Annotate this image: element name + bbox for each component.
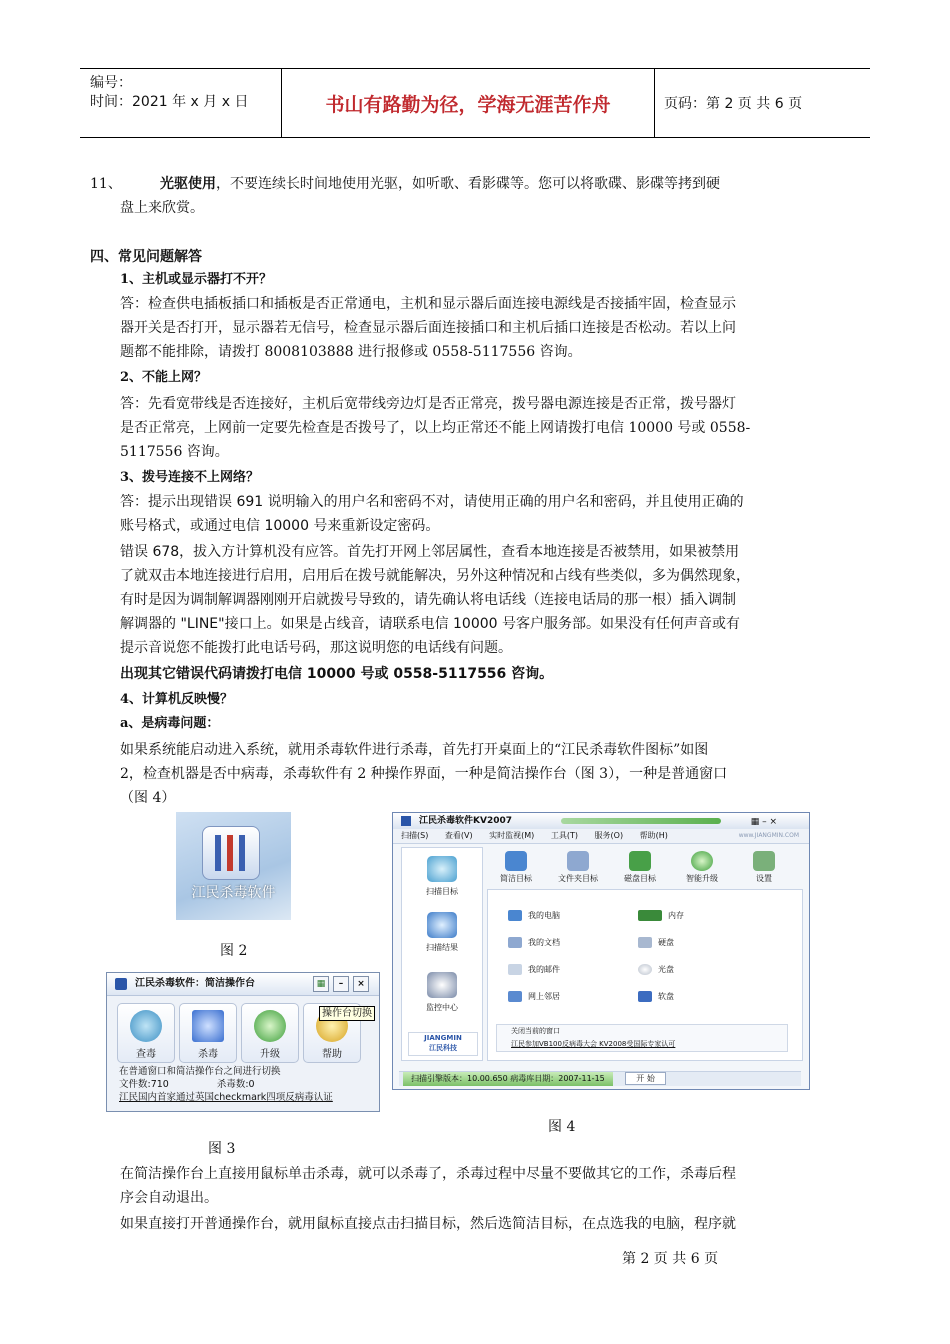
e678-line-2: 了就双击本地连接进行启用，启用后在拨号就能解决，另外这种情况和占线有些类似，多为偶然现象，: [120, 568, 750, 584]
a1-line-2: 器开关是否打开，显示器若无信号，检查显示器后面连接插口和主机后插口连接是否松动。若以上问: [120, 320, 736, 336]
menu-monitor[interactable]: 实时监视(M): [489, 831, 535, 840]
q4a-heading: a、是病毒问题：: [120, 716, 220, 731]
jiangmin-antivirus-icon[interactable]: [202, 826, 260, 880]
tab-label: 磁盘目标: [624, 874, 656, 883]
notice-box: [496, 1024, 788, 1052]
brand-name: JIANGMIN: [424, 1034, 462, 1042]
memory-icon: [638, 910, 662, 921]
folder-icon: [567, 851, 589, 871]
figure-3-caption: 图 3: [208, 1141, 236, 1157]
figure-2-desktop-icon: [176, 812, 291, 920]
item-label: 我的邮件: [528, 965, 560, 974]
app-logo-icon: [115, 978, 127, 990]
q3-heading: 3、拨号连接不上网络？: [120, 470, 260, 485]
window-titlebar: [393, 813, 809, 829]
figure-3-simple-console: [106, 972, 380, 1112]
contact-line: 出现其它错误代码请拨打电信 10000 号或 0558-5117556 咨询。: [120, 666, 554, 682]
tab-settings[interactable]: [735, 847, 793, 887]
item-my-mail[interactable]: [508, 964, 560, 975]
item-my-computer[interactable]: [508, 910, 560, 921]
website-link: www.JIANGMIN.COM: [738, 832, 799, 839]
update-button[interactable]: [241, 1003, 299, 1063]
page-footer: 第 2 页 共 6 页: [622, 1251, 719, 1267]
a4-line-1: 如果系统能启动进入系统，就用杀毒软件进行杀毒，首先打开桌面上的“江民杀毒软件图标”如图: [120, 742, 709, 758]
scan-label: 查毒: [136, 1049, 156, 1060]
tab-smart-update[interactable]: [673, 847, 731, 887]
scan-button[interactable]: [117, 1003, 175, 1063]
window-title: 江民杀毒软件KV2007: [419, 816, 512, 826]
section-title: 四、常见问题解答: [90, 249, 202, 265]
target-pane: [487, 889, 803, 1061]
item-label: 光盘: [658, 965, 674, 974]
item-my-documents[interactable]: [508, 937, 560, 948]
menu-service[interactable]: 服务(O): [594, 831, 624, 840]
nav-label: 扫描目标: [426, 887, 458, 896]
console-titlebar: [107, 973, 379, 996]
disk-icon: [629, 851, 651, 871]
icon-bar: [215, 835, 221, 871]
e678-line-3: 有时是因为调制解调器刚刚开启就拨号导致的，请先确认将电话线（连接电话局的那一根）插入调制: [120, 592, 736, 608]
nav-scan-target[interactable]: [402, 856, 482, 897]
menu-view[interactable]: 查看(V): [444, 831, 473, 840]
floppy-icon: [638, 991, 652, 1002]
header-page: 页码：第 2 页 共 6 页: [664, 96, 803, 112]
menu-tools[interactable]: 工具(T): [550, 831, 578, 840]
item-label: 网上邻居: [528, 992, 560, 1001]
settings-icon: [753, 851, 775, 871]
q2-heading: 2、不能上网？: [120, 370, 208, 385]
item11-line1: [160, 172, 720, 196]
a3-line-1: [120, 490, 744, 514]
info-line-2: [119, 1078, 333, 1091]
nav-scan-results[interactable]: [402, 912, 482, 953]
kill-label: 杀毒: [198, 1049, 218, 1060]
a3-rest: 错误 691 说明输入的用户名和密码不对，请使用正确的用户名和密码，并且使用正确的: [204, 494, 744, 510]
notice-line-2[interactable]: 江民参加VB100反病毒大会 KV2008受国际专家认可: [511, 1040, 676, 1048]
a2-line-1: 答：先看宽带线是否连接好，主机后宽带线旁边灯是否正常亮，拨号器电源连接是否正常，拨号器灯: [120, 396, 736, 412]
time-label: 时间：2021 年 x 月 x 日: [90, 94, 249, 110]
title-progress: [561, 818, 721, 824]
help-label: 帮助: [322, 1049, 342, 1060]
item-memory[interactable]: [638, 910, 684, 921]
monitor-icon: [427, 972, 457, 998]
figure-4-caption: 图 4: [548, 1119, 576, 1135]
a4-line-2: 2，检查机器是否中病毒，杀毒软件有 2 种操作界面，一种是简洁操作台（图 3），一种是普通窗口: [120, 766, 728, 782]
globe-icon: [254, 1010, 286, 1042]
magnifier-icon: [130, 1010, 162, 1042]
item-label: 我的文档: [528, 938, 560, 947]
kill-button[interactable]: [179, 1003, 237, 1063]
q4-heading: 4、计算机反映慢？: [120, 692, 234, 707]
console-title: 江民杀毒软件：简洁操作台: [135, 978, 255, 989]
switch-console-icon[interactable]: ▦: [313, 976, 329, 992]
window-controls[interactable]: ▦ – ×: [750, 817, 777, 827]
menu-bar: [393, 829, 809, 844]
page-header: [80, 68, 870, 138]
brand-name-cn: 江民科技: [429, 1044, 457, 1052]
item11-bold: 光驱使用: [160, 176, 216, 192]
hard-disk-icon: [638, 937, 652, 948]
status-bar: [399, 1071, 801, 1086]
tab-label: 文件夹目标: [558, 874, 598, 883]
a3-prefix: 答：提示出现: [120, 494, 204, 510]
tab-label: 智能升级: [686, 874, 718, 883]
item-label: 我的电脑: [528, 911, 560, 920]
q1-heading: 1、主机或显示器打不开？: [120, 272, 273, 287]
globe-icon: [691, 851, 713, 871]
tab-folder-target[interactable]: [549, 847, 607, 887]
console-info: [119, 1065, 333, 1104]
icon-bar: [239, 835, 245, 871]
magnifier-icon: [427, 856, 457, 882]
tab-disk-target[interactable]: [611, 847, 669, 887]
item11-line2: 盘上来欣赏。: [120, 200, 204, 216]
after-line-2: 序会自动退出。: [120, 1190, 218, 1206]
item-label: 硬盘: [658, 938, 674, 947]
nav-label: 扫描结果: [426, 943, 458, 952]
item11-num: 11、: [90, 176, 122, 192]
files-count: 文件数:710: [119, 1079, 169, 1090]
nav-monitor-center[interactable]: [402, 972, 482, 1013]
item11-text: ，不要连续长时间地使用光驱，如听歌、看影碟等。您可以将歌碟、影碟等拷到硬: [216, 176, 720, 192]
e678-line-4: 解调器的 "LINE"接口上。如果是占线音，请联系电信 10000 号客户服务部。如果没有任何声音或有: [120, 616, 741, 632]
mail-icon: [508, 964, 522, 975]
a2-line-2: 是否正常亮，上网前一定要先检查是否拨号了，以上均正常还不能上网请拨打电信 10000 号或 0558-: [120, 420, 751, 436]
item-hard-disk[interactable]: [638, 937, 674, 948]
close-button[interactable]: ×: [353, 976, 369, 992]
menu-help[interactable]: 帮助(H): [639, 831, 668, 840]
item-label: 内存: [668, 911, 684, 920]
start-button[interactable]: 开 始: [625, 1072, 666, 1085]
a4-line-3: （图 4）: [120, 790, 176, 806]
info-line-3: 江民国内首家通过英国checkmark四项反病毒认证: [119, 1092, 333, 1103]
nav-label: 监控中心: [426, 1003, 458, 1012]
tooltip: 操作台切换: [319, 1006, 375, 1021]
a1-line-3: 题都不能排除，请拨打 8008103888 进行报修或 0558-5117556 咨询。: [120, 344, 582, 360]
engine-info: 扫描引擎版本：10.00.650 病毒库日期：2007-11-15: [403, 1072, 613, 1086]
documents-icon: [508, 937, 522, 948]
a2-line-3: 5117556 咨询。: [120, 444, 229, 460]
figure-2-caption: 图 2: [220, 943, 248, 959]
cd-icon: [638, 964, 652, 975]
info-line-1: 在普通窗口和简洁操作台之间进行切换: [119, 1066, 281, 1077]
kill-count: 杀毒数:0: [216, 1079, 255, 1090]
icon-label: 江民杀毒软件: [191, 885, 276, 901]
header-meta: [80, 69, 282, 137]
left-nav: [401, 847, 483, 1061]
after-line-3: 如果直接打开普通操作台，就用鼠标直接点击扫描目标，然后选简洁目标，在点选我的电脑，程序就: [120, 1216, 736, 1232]
computer-icon: [505, 851, 527, 871]
item-floppy[interactable]: [638, 991, 674, 1002]
brand-logo: [408, 1032, 478, 1056]
computer-icon: [508, 910, 522, 921]
e678-line-5: 提示音说您不能拨打此电话号码，那这说明您的电话线有问题。: [120, 640, 512, 656]
minimize-button[interactable]: –: [333, 976, 349, 992]
icon-bar: [227, 835, 233, 871]
target-tabs: [487, 847, 801, 887]
plus-icon: [192, 1010, 224, 1042]
item-cd[interactable]: [638, 964, 674, 975]
network-icon: [508, 991, 522, 1002]
code-label: 编号：: [90, 75, 132, 91]
figure-4-normal-window: [392, 812, 810, 1090]
notice-line-1: 关闭当前的窗口: [511, 1027, 560, 1035]
a1-line-1: 答：检查供电插板插口和插板是否正常通电，主机和显示器后面连接电源线是否接插牢固，检查显示: [120, 296, 736, 312]
a3-line-2: 账号格式，或通过电信 10000 号来重新设定密码。: [120, 518, 440, 534]
header-motto: 书山有路勤为径，学海无涯苦作舟: [282, 69, 655, 137]
tab-simple-target[interactable]: [487, 847, 545, 887]
menu-scan[interactable]: 扫描(S): [401, 831, 429, 840]
after-line-1: 在简洁操作台上直接用鼠标单击杀毒，就可以杀毒了，杀毒过程中尽量不要做其它的工作，杀毒后程: [120, 1166, 736, 1182]
item-label: 软盘: [658, 992, 674, 1001]
update-label: 升级: [260, 1049, 280, 1060]
e678-line-1: 错误 678，拔入方计算机没有应答。首先打开网上邻居属性，查看本地连接是否被禁用，如果被禁用: [120, 544, 740, 560]
tab-label: 设置: [756, 874, 772, 883]
app-logo-icon: [401, 816, 411, 826]
tab-label: 简洁目标: [500, 874, 532, 883]
results-icon: [427, 912, 457, 938]
item-network[interactable]: [508, 991, 560, 1002]
